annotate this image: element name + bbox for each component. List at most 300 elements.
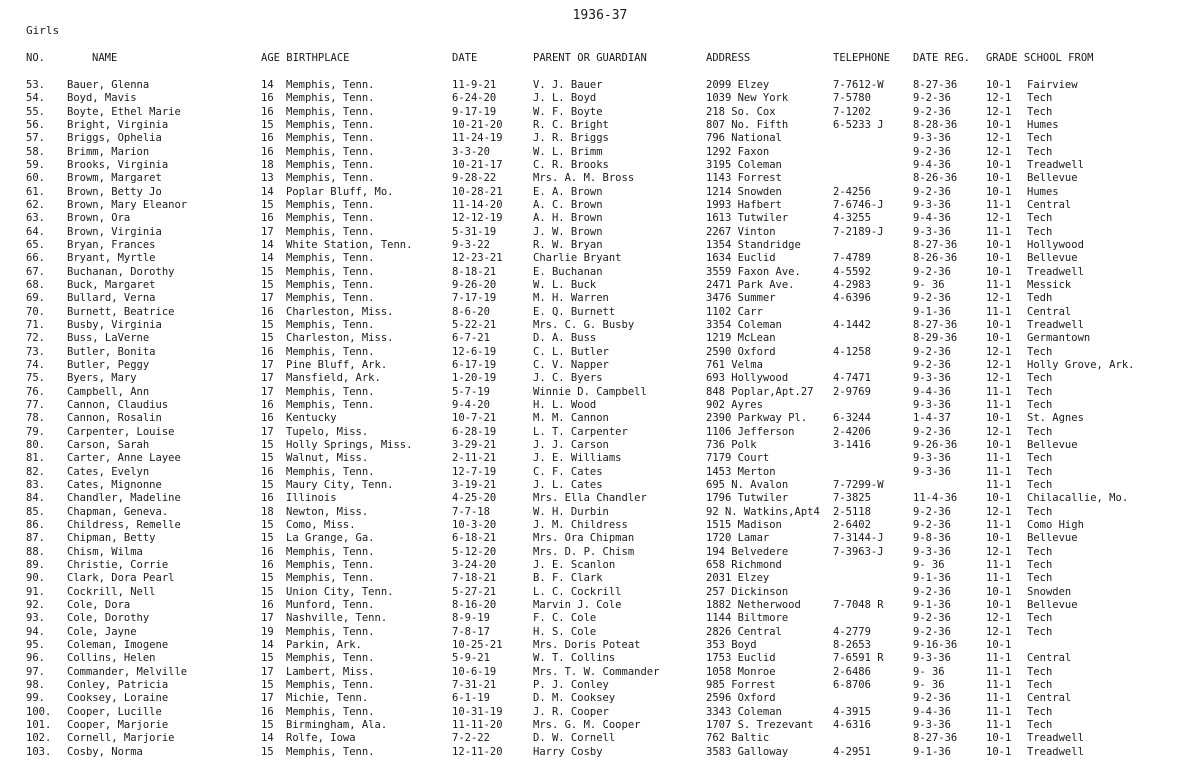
table-row — [0, 359, 1200, 372]
birth-date: 7-31-21 — [452, 678, 497, 691]
grade: 10-1 — [986, 438, 1012, 451]
student-name: Boyd, Mavis — [67, 92, 137, 105]
birth-date: 9-17-19 — [452, 105, 497, 118]
telephone: 7-3963-J — [833, 545, 884, 558]
address: 1214 Snowden — [706, 185, 782, 198]
birthplace: Walnut, Miss. — [286, 452, 369, 465]
grade: 12-1 — [986, 345, 1012, 358]
student-age: 16 — [261, 412, 274, 425]
grade: 11-1 — [986, 558, 1012, 571]
school-from: Tech — [1027, 92, 1053, 105]
table-row — [0, 92, 1200, 105]
student-age: 16 — [261, 212, 274, 225]
student-name: Boyte, Ethel Marie — [67, 105, 181, 118]
grade: 12-1 — [986, 212, 1012, 225]
address: 807 No. Fifth — [706, 119, 789, 131]
telephone: 4-3915 — [833, 705, 871, 718]
table-row — [0, 559, 1200, 572]
parent-guardian: Winnie D. Campbell — [533, 385, 647, 398]
grade: 11-1 — [986, 385, 1012, 398]
date-registered: 9-3-36 — [913, 398, 951, 411]
date-registered: 9-2-36 — [913, 345, 951, 358]
address: 2826 Central — [706, 625, 782, 638]
parent-guardian: P. J. Conley — [533, 678, 609, 691]
birth-date: 8-9-19 — [452, 612, 490, 625]
address: 1039 New York — [706, 92, 789, 105]
date-registered: 9-2-36 — [913, 358, 951, 371]
table-row — [0, 719, 1200, 732]
student-name: Cannon, Rosalin — [67, 412, 162, 425]
birth-date: 8-6-20 — [452, 305, 490, 318]
address: 761 Velma — [706, 358, 763, 371]
date-registered: 8-26-36 — [913, 252, 958, 265]
row-number: 80. — [26, 438, 45, 451]
telephone: 6-8706 — [833, 678, 871, 691]
parent-guardian: J. R. Cooper — [533, 705, 609, 718]
student-age: 14 — [261, 252, 274, 265]
birthplace: Como, Miss. — [286, 518, 356, 531]
date-registered: 8-28-36 — [913, 119, 958, 131]
telephone: 4-2951 — [833, 745, 871, 758]
date-registered: 9-2-36 — [913, 518, 951, 531]
student-age: 16 — [261, 132, 274, 145]
row-number: 54. — [26, 92, 45, 105]
date-registered: 9-2-36 — [913, 625, 951, 638]
student-age: 15 — [261, 278, 274, 291]
student-name: Cates, Evelyn — [67, 465, 150, 478]
row-number: 82. — [26, 465, 45, 478]
grade: 12-1 — [986, 505, 1012, 518]
date-registered: 9-16-36 — [913, 638, 958, 651]
parent-guardian: L. T. Carpenter — [533, 425, 628, 438]
student-name: Butler, Bonita — [67, 345, 156, 358]
telephone: 7-2189-J — [833, 225, 884, 238]
row-number: 75. — [26, 372, 45, 385]
parent-guardian: R. W. Bryan — [533, 239, 603, 251]
header-age-birthplace: AGE BIRTHPLACE — [261, 52, 350, 64]
student-name: Bryant, Myrtle — [67, 252, 156, 265]
grade: 11-1 — [986, 225, 1012, 238]
parent-guardian: A. H. Brown — [533, 212, 603, 225]
student-age: 16 — [261, 345, 274, 358]
telephone: 4-3255 — [833, 212, 871, 225]
address: 218 So. Cox — [706, 105, 776, 118]
address: 1106 Jefferson — [706, 425, 795, 438]
school-from: Tech — [1027, 478, 1053, 491]
date-registered: 9-3-36 — [913, 465, 951, 478]
address: 762 Baltic — [706, 732, 770, 745]
birthplace: Memphis, Tenn. — [286, 199, 375, 211]
birth-date: 5-9-21 — [452, 652, 490, 665]
student-age: 16 — [261, 705, 274, 718]
student-name: Brown, Betty Jo — [67, 185, 162, 198]
row-number: 103. — [26, 745, 52, 758]
telephone: 4-6316 — [833, 718, 871, 731]
table-row — [0, 612, 1200, 625]
student-name: Conley, Patricia — [67, 678, 169, 691]
birthplace: Memphis, Tenn. — [286, 652, 375, 665]
address: 1720 Lamar — [706, 532, 770, 545]
table-row — [0, 652, 1200, 665]
birth-date: 12-12-19 — [452, 212, 503, 225]
table-row — [0, 319, 1200, 332]
student-name: Coleman, Imogene — [67, 638, 169, 651]
school-from: Messick — [1027, 278, 1072, 291]
parent-guardian: Mrs. Doris Poteat — [533, 638, 641, 651]
birthplace: Memphis, Tenn. — [286, 385, 375, 398]
birthplace: La Grange, Ga. — [286, 532, 375, 545]
row-number: 60. — [26, 172, 45, 185]
birthplace: Memphis, Tenn. — [286, 132, 375, 145]
student-age: 17 — [261, 425, 274, 438]
student-name: Busby, Virginia — [67, 318, 162, 331]
grade: 10-1 — [986, 492, 1012, 505]
table-row — [0, 399, 1200, 412]
birthplace: Memphis, Tenn. — [286, 278, 375, 291]
student-age: 14 — [261, 185, 274, 198]
school-from: Hollywood — [1027, 239, 1084, 251]
address: 1219 McLean — [706, 332, 776, 345]
birth-date: 2-11-21 — [452, 452, 497, 465]
row-number: 64. — [26, 225, 45, 238]
telephone: 2-9769 — [833, 385, 871, 398]
grade: 10-1 — [986, 412, 1012, 425]
school-from: Tech — [1027, 105, 1053, 118]
birthplace: Memphis, Tenn. — [286, 212, 375, 225]
grade: 11-1 — [986, 465, 1012, 478]
telephone: 7-7612-W — [833, 79, 884, 91]
page-year: 1936-37 — [572, 8, 628, 23]
date-registered: 8-27-36 — [913, 79, 958, 91]
row-number: 67. — [26, 265, 45, 278]
row-number: 76. — [26, 385, 45, 398]
grade: 10-1 — [986, 119, 1012, 131]
address: 736 Polk — [706, 438, 757, 451]
telephone: 4-2779 — [833, 625, 871, 638]
school-from: Tech — [1027, 212, 1053, 225]
grade: 10-1 — [986, 638, 1012, 651]
grade: 12-1 — [986, 292, 1012, 305]
birth-date: 8-16-20 — [452, 598, 497, 611]
birthplace: Memphis, Tenn. — [286, 745, 375, 758]
school-from: Central — [1027, 652, 1072, 665]
row-number: 58. — [26, 145, 45, 158]
date-registered: 8-27-36 — [913, 318, 958, 331]
row-number: 93. — [26, 612, 45, 625]
telephone: 2-4206 — [833, 425, 871, 438]
row-number: 84. — [26, 492, 45, 505]
parent-guardian: W. T. Collins — [533, 652, 616, 665]
grade: 10-1 — [986, 265, 1012, 278]
date-registered: 9- 36 — [913, 678, 945, 691]
table-row — [0, 546, 1200, 559]
student-name: Commander, Melville — [67, 665, 188, 678]
date-registered: 9-2-36 — [913, 612, 951, 625]
telephone: 7-6746-J — [833, 199, 884, 211]
table-row — [0, 186, 1200, 199]
date-registered: 1-4-37 — [913, 412, 951, 425]
parent-guardian: E. A. Brown — [533, 185, 603, 198]
birthplace: Memphis, Tenn. — [286, 145, 375, 158]
address: 7179 Court — [706, 452, 770, 465]
birthplace: Union City, Tenn. — [286, 585, 394, 598]
school-from: Tech — [1027, 572, 1053, 585]
telephone: 2-5118 — [833, 505, 871, 518]
birth-date: 7-17-19 — [452, 292, 497, 305]
row-number: 79. — [26, 425, 45, 438]
table-row — [0, 159, 1200, 172]
row-number: 65. — [26, 239, 45, 251]
student-name: Cole, Dorothy — [67, 612, 150, 625]
student-name: Clark, Dora Pearl — [67, 572, 175, 585]
student-name: Bright, Virginia — [67, 119, 169, 131]
birth-date: 9-3-22 — [452, 239, 490, 251]
grade: 11-1 — [986, 478, 1012, 491]
student-name: Childress, Remelle — [67, 518, 181, 531]
parent-guardian: R. C. Bright — [533, 119, 609, 131]
student-age: 16 — [261, 598, 274, 611]
address: 2590 Oxford — [706, 345, 776, 358]
telephone: 2-4256 — [833, 185, 871, 198]
date-registered: 9-4-36 — [913, 385, 951, 398]
grade: 10-1 — [986, 185, 1012, 198]
grade: 12-1 — [986, 545, 1012, 558]
birth-date: 5-31-19 — [452, 225, 497, 238]
parent-guardian: J. E. Scanlon — [533, 558, 616, 571]
birth-date: 8-18-21 — [452, 265, 497, 278]
student-age: 19 — [261, 625, 274, 638]
school-from: Tech — [1027, 612, 1053, 625]
grade: 10-1 — [986, 732, 1012, 745]
birthplace: Rolfe, Iowa — [286, 732, 356, 745]
student-name: Christie, Corrie — [67, 558, 169, 571]
table-row — [0, 79, 1200, 92]
student-name: Cornell, Marjorie — [67, 732, 175, 745]
school-from: Tech — [1027, 132, 1053, 145]
date-registered: 9- 36 — [913, 558, 945, 571]
parent-guardian: J. M. Childress — [533, 518, 628, 531]
student-name: Brooks, Virginia — [67, 159, 169, 171]
student-age: 15 — [261, 652, 274, 665]
birth-date: 3-29-21 — [452, 438, 497, 451]
birth-date: 9-4-20 — [452, 398, 490, 411]
student-age: 16 — [261, 492, 274, 505]
school-from: Tech — [1027, 425, 1053, 438]
date-registered: 9-26-36 — [913, 438, 958, 451]
school-from: Tech — [1027, 678, 1053, 691]
student-age: 16 — [261, 545, 274, 558]
parent-guardian: Mrs. T. W. Commander — [533, 665, 660, 678]
school-from: Tech — [1027, 665, 1053, 678]
birthplace: Birmingham, Ala. — [286, 718, 388, 731]
birthplace: Memphis, Tenn. — [286, 345, 375, 358]
telephone: 4-2983 — [833, 278, 871, 291]
student-name: Buss, LaVerne — [67, 332, 150, 345]
address: 1634 Euclid — [706, 252, 776, 265]
date-registered: 9-1-36 — [913, 745, 951, 758]
table-row — [0, 692, 1200, 705]
row-number: 56. — [26, 119, 45, 131]
student-age: 16 — [261, 398, 274, 411]
student-name: Cates, Mignonne — [67, 478, 162, 491]
parent-guardian: Mrs. G. M. Cooper — [533, 718, 641, 731]
birthplace: White Station, Tenn. — [286, 239, 413, 251]
address: 257 Dickinson — [706, 585, 789, 598]
school-from: Como High — [1027, 518, 1084, 531]
date-registered: 9-2-36 — [913, 585, 951, 598]
table-row — [0, 279, 1200, 292]
birth-date: 9-28-22 — [452, 172, 497, 185]
birth-date: 4-25-20 — [452, 492, 497, 505]
telephone: 7-3144-J — [833, 532, 884, 545]
row-number: 62. — [26, 199, 45, 211]
school-from: Tech — [1027, 705, 1053, 718]
birth-date: 7-18-21 — [452, 572, 497, 585]
school-from: Bellevue — [1027, 532, 1078, 545]
grade: 10-1 — [986, 745, 1012, 758]
address: 1882 Netherwood — [706, 598, 801, 611]
birthplace: Memphis, Tenn. — [286, 119, 375, 131]
student-age: 14 — [261, 79, 274, 91]
parent-guardian: J. W. Brown — [533, 225, 603, 238]
student-age: 15 — [261, 438, 274, 451]
birth-date: 12-6-19 — [452, 345, 497, 358]
student-name: Chandler, Madeline — [67, 492, 181, 505]
grade: 10-1 — [986, 332, 1012, 345]
parent-guardian: Mrs. Ella Chandler — [533, 492, 647, 505]
student-age: 15 — [261, 318, 274, 331]
header-address: ADDRESS — [706, 52, 751, 64]
table-row — [0, 386, 1200, 399]
address: 1144 Biltmore — [706, 612, 789, 625]
student-age: 17 — [261, 225, 274, 238]
row-number: 92. — [26, 598, 45, 611]
address: 1453 Merton — [706, 465, 776, 478]
school-from: Central — [1027, 305, 1072, 318]
row-number: 91. — [26, 585, 45, 598]
date-registered: 8-26-36 — [913, 172, 958, 185]
student-age: 15 — [261, 199, 274, 211]
grade: 10-1 — [986, 318, 1012, 331]
student-name: Carter, Anne Layee — [67, 452, 181, 465]
birthplace: Memphis, Tenn. — [286, 252, 375, 265]
birthplace: Memphis, Tenn. — [286, 705, 375, 718]
date-registered: 9-2-36 — [913, 92, 951, 105]
student-name: Brimm, Marion — [67, 145, 150, 158]
table-row — [0, 706, 1200, 719]
date-registered: 9-4-36 — [913, 705, 951, 718]
parent-guardian: Marvin J. Cole — [533, 598, 622, 611]
date-registered: 8-29-36 — [913, 332, 958, 345]
student-name: Butler, Peggy — [67, 358, 150, 371]
school-from: Tech — [1027, 718, 1053, 731]
student-name: Buchanan, Dorothy — [67, 265, 175, 278]
row-number: 89. — [26, 558, 45, 571]
row-number: 70. — [26, 305, 45, 318]
address: 1143 Forrest — [706, 172, 782, 185]
address: 693 Hollywood — [706, 372, 789, 385]
address: 353 Boyd — [706, 638, 757, 651]
date-registered: 9-1-36 — [913, 572, 951, 585]
row-number: 69. — [26, 292, 45, 305]
address: 695 N. Avalon — [706, 478, 789, 491]
student-age: 17 — [261, 612, 274, 625]
student-age: 16 — [261, 105, 274, 118]
date-registered: 9-1-36 — [913, 598, 951, 611]
student-age: 16 — [261, 145, 274, 158]
student-name: Brown, Virginia — [67, 225, 162, 238]
table-row — [0, 732, 1200, 745]
telephone: 2-6486 — [833, 665, 871, 678]
student-age: 15 — [261, 478, 274, 491]
birthplace: Michie, Tenn. — [286, 692, 369, 705]
parent-guardian: J. L. Cates — [533, 478, 603, 491]
birth-date: 10-6-19 — [452, 665, 497, 678]
row-number: 68. — [26, 278, 45, 291]
birth-date: 12-11-20 — [452, 745, 503, 758]
address: 194 Belvedere — [706, 545, 789, 558]
address: 1796 Tutwiler — [706, 492, 789, 505]
school-from: Treadwell — [1027, 318, 1084, 331]
address: 985 Forrest — [706, 678, 776, 691]
address: 3354 Coleman — [706, 318, 782, 331]
birthplace: Poplar Bluff, Mo. — [286, 185, 394, 198]
birthplace: Holly Springs, Miss. — [286, 438, 413, 451]
row-number: 102. — [26, 732, 52, 745]
student-age: 18 — [261, 159, 274, 171]
student-name: Buck, Margaret — [67, 278, 156, 291]
birthplace: Memphis, Tenn. — [286, 625, 375, 638]
parent-guardian: C. R. Brooks — [533, 159, 609, 171]
address: 2471 Park Ave. — [706, 278, 795, 291]
school-from: Tedh — [1027, 292, 1053, 305]
birth-date: 11-24-19 — [452, 132, 503, 145]
grade: 11-1 — [986, 692, 1012, 705]
row-number: 71. — [26, 318, 45, 331]
date-registered: 9-4-36 — [913, 159, 951, 171]
student-age: 15 — [261, 332, 274, 345]
birth-date: 5-12-20 — [452, 545, 497, 558]
birth-date: 12-7-19 — [452, 465, 497, 478]
student-age: 15 — [261, 678, 274, 691]
date-registered: 9-2-36 — [913, 425, 951, 438]
date-registered: 9-3-36 — [913, 372, 951, 385]
school-from: Humes — [1027, 185, 1059, 198]
date-registered: 9- 36 — [913, 665, 945, 678]
date-registered: 9-3-36 — [913, 199, 951, 211]
row-number: 63. — [26, 212, 45, 225]
grade: 10-1 — [986, 239, 1012, 251]
parent-guardian: B. F. Clark — [533, 572, 603, 585]
birthplace: Charleston, Miss. — [286, 332, 394, 345]
table-row — [0, 679, 1200, 692]
row-number: 59. — [26, 159, 45, 171]
date-registered: 9-1-36 — [913, 305, 951, 318]
parent-guardian: J. L. Boyd — [533, 92, 597, 105]
student-name: Chapman, Geneva. — [67, 505, 169, 518]
parent-guardian: W. L. Buck — [533, 278, 597, 291]
birthplace: Charleston, Miss. — [286, 305, 394, 318]
table-row — [0, 532, 1200, 545]
header-date: DATE — [452, 52, 478, 64]
table-row — [0, 439, 1200, 452]
school-from: Humes — [1027, 119, 1059, 131]
telephone: 7-7048 R — [833, 598, 884, 611]
school-from: Tech — [1027, 145, 1053, 158]
birthplace: Mansfield, Ark. — [286, 372, 381, 385]
grade: 11-1 — [986, 678, 1012, 691]
telephone: 6-3244 — [833, 412, 871, 425]
